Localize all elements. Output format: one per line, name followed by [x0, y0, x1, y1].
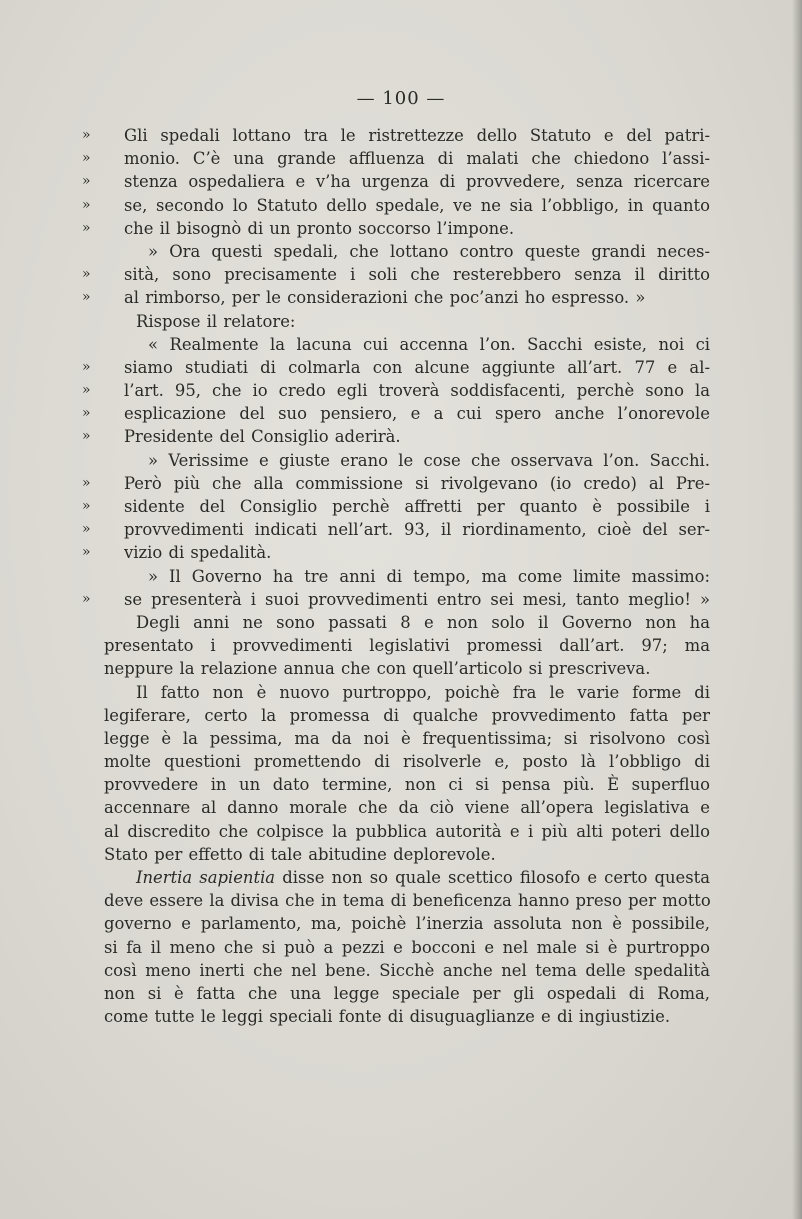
line-text: siamo studiati di colmarla con alcune aggiunte all’art. 77 e al-: [124, 357, 710, 377]
text-line: [82, 147, 710, 170]
text-line: [104, 727, 710, 750]
line-text: deve essere la divisa che in tema di beneficenza hanno preso per motto: [104, 891, 711, 911]
line-text: monio. C’è una grande affluenza di malati che chiedono l’assi-: [124, 149, 710, 169]
text-line: [104, 681, 710, 704]
quote-mark: »: [82, 405, 91, 422]
text-line: [104, 843, 710, 866]
text-line: [104, 634, 710, 657]
text-line: [104, 820, 710, 843]
text-line: [104, 657, 710, 680]
text-line: [82, 472, 710, 495]
text-line: [104, 912, 710, 935]
line-text: così meno inerti che nel bene. Sicchè anche nel tema delle spedalità: [104, 960, 710, 980]
line-text: provvedere in un dato termine, non ci si pensa più. È superfluo: [104, 775, 710, 795]
quote-mark: »: [82, 428, 91, 445]
text-line: [104, 704, 710, 727]
quote-mark: »: [82, 544, 91, 561]
line-text: esplicazione del suo pensiero, e a cui spero anche l’onorevole: [124, 404, 710, 424]
text-line: [104, 866, 710, 889]
line-text: l’art. 95, che io credo egli troverà soddisfacenti, perchè sono la: [124, 381, 710, 401]
text-line: [82, 124, 710, 147]
line-text: legge è la pessima, ma da noi è frequentissima; si risolvono così: [104, 728, 710, 748]
text-line: [82, 495, 710, 518]
line-text: che il bisognò di un pronto soccorso l’impone.: [124, 218, 515, 238]
page-edge-shadow: [792, 0, 802, 1219]
text-line: [104, 959, 710, 982]
body-text: [82, 124, 711, 1028]
line-text: neppure la relazione annua che con quell’articolo si prescriveva.: [104, 659, 651, 679]
text-line: [82, 194, 710, 217]
text-line: [82, 425, 710, 448]
line-text: Gli spedali lottano tra le ristrettezze dello Statuto e del patri-: [124, 126, 710, 145]
line-text: accennare al danno morale che da ciò viene all’opera legislativa e: [104, 798, 710, 818]
line-text: Presidente del Consiglio aderirà.: [124, 427, 401, 447]
text-line: [104, 449, 710, 472]
line-text: Degli anni ne sono passati 8 e non solo il Governo non ha: [136, 612, 710, 632]
text-line: [104, 750, 710, 773]
text-line: [82, 588, 710, 611]
line-text: si fa il meno che si può a pezzi e bocconi e nel male si è purtroppo: [104, 937, 710, 957]
quote-mark: »: [82, 266, 91, 283]
text-line: [104, 565, 710, 588]
quote-mark: »: [82, 173, 91, 190]
quote-mark: »: [82, 521, 91, 538]
line-text: Il fatto non è nuovo purtroppo, poichè fra le varie forme di: [136, 682, 710, 702]
quote-mark: »: [82, 498, 91, 514]
italic-phrase: Inertia sapientia: [136, 868, 276, 887]
quote-mark: »: [82, 358, 91, 375]
text-line: [82, 541, 710, 564]
quote-mark: »: [82, 590, 91, 607]
line-text: stenza ospedaliera e v’ha urgenza di provvedere, senza ricercare: [124, 172, 710, 192]
line-text: se presenterà i suoi provvedimenti entro sei mesi, tanto meglio! »: [124, 589, 710, 609]
text-line: [104, 310, 710, 333]
line-text: presentato i provvedimenti legislativi promessi dall’art. 97; ma: [104, 636, 710, 656]
line-text: Però più che alla commissione si rivolgevano (io credo) al Pre-: [124, 473, 710, 493]
page-number: — 100 —: [356, 88, 446, 109]
text-line: [82, 217, 710, 240]
line-text: se, secondo lo Statuto dello spedale, ve ne sia l’obbligo, in quanto: [124, 195, 710, 215]
line-text: Rispose il relatore:: [136, 311, 296, 331]
line-text: « Realmente la lacuna cui accenna l’on. Sacchi esiste, noi ci: [148, 334, 710, 354]
line-text: Stato per effetto di tale abitudine deplorevole.: [104, 844, 496, 864]
text-line: [82, 379, 710, 402]
text-line: [104, 611, 710, 634]
text-line: [104, 796, 710, 819]
line-text: legiferare, certo la promessa di qualche provvedimento fatta per: [104, 705, 710, 725]
quote-mark: »: [82, 150, 91, 167]
line-text: » Il Governo ha tre anni di tempo, ma come limite massimo:: [148, 566, 710, 586]
quote-mark: »: [82, 219, 91, 236]
line-text: sità, sono precisamente i soli che resterebbero senza il diritto: [124, 265, 710, 285]
quote-mark: »: [82, 382, 91, 399]
line-text: vizio di spedalità.: [124, 543, 272, 563]
text-line: [104, 773, 710, 796]
line-text: disse non so quale scettico filosofo e certo questa: [275, 868, 710, 887]
text-line: [104, 240, 710, 263]
text-line: [82, 518, 710, 541]
text-line: [82, 170, 710, 193]
line-text: molte questioni promettendo di risolverle e, posto là l’obbligo di: [104, 752, 710, 772]
line-text: come tutte le leggi speciali fonte di disuguaglianze e di ingiustizie.: [104, 1007, 671, 1027]
line-text: governo e parlamento, ma, poichè l’inerzia assoluta non è possibile,: [104, 914, 710, 934]
text-line: [104, 936, 710, 959]
line-text: al discredito che colpisce la pubblica autorità e i più alti poteri dello: [104, 821, 710, 841]
line-text: al rimborso, per le considerazioni che poc’anzi ho espresso. »: [124, 288, 646, 308]
text-line: [104, 1005, 710, 1028]
quote-mark: »: [82, 474, 91, 491]
text-line: [104, 889, 710, 912]
text-line: [104, 982, 710, 1005]
text-line: [82, 402, 710, 425]
line-text: » Verissime e giuste erano le cose che osservava l’on. Sacchi.: [148, 450, 710, 470]
line-text: sidente del Consiglio perchè affretti per quanto è possibile i: [124, 497, 710, 516]
quote-mark: »: [82, 127, 91, 143]
text-line: [82, 286, 710, 309]
quote-mark: »: [82, 289, 91, 306]
line-text: » Ora questi spedali, che lottano contro queste grandi neces-: [148, 241, 710, 261]
text-line: [82, 356, 710, 379]
quote-mark: »: [82, 196, 91, 213]
text-line: [104, 333, 710, 356]
line-text: provvedimenti indicati nell’art. 93, il riordinamento, cioè del ser-: [124, 520, 710, 540]
text-line: [82, 263, 710, 286]
line-text: non si è fatta che una legge speciale per gli ospedali di Roma,: [104, 983, 710, 1003]
